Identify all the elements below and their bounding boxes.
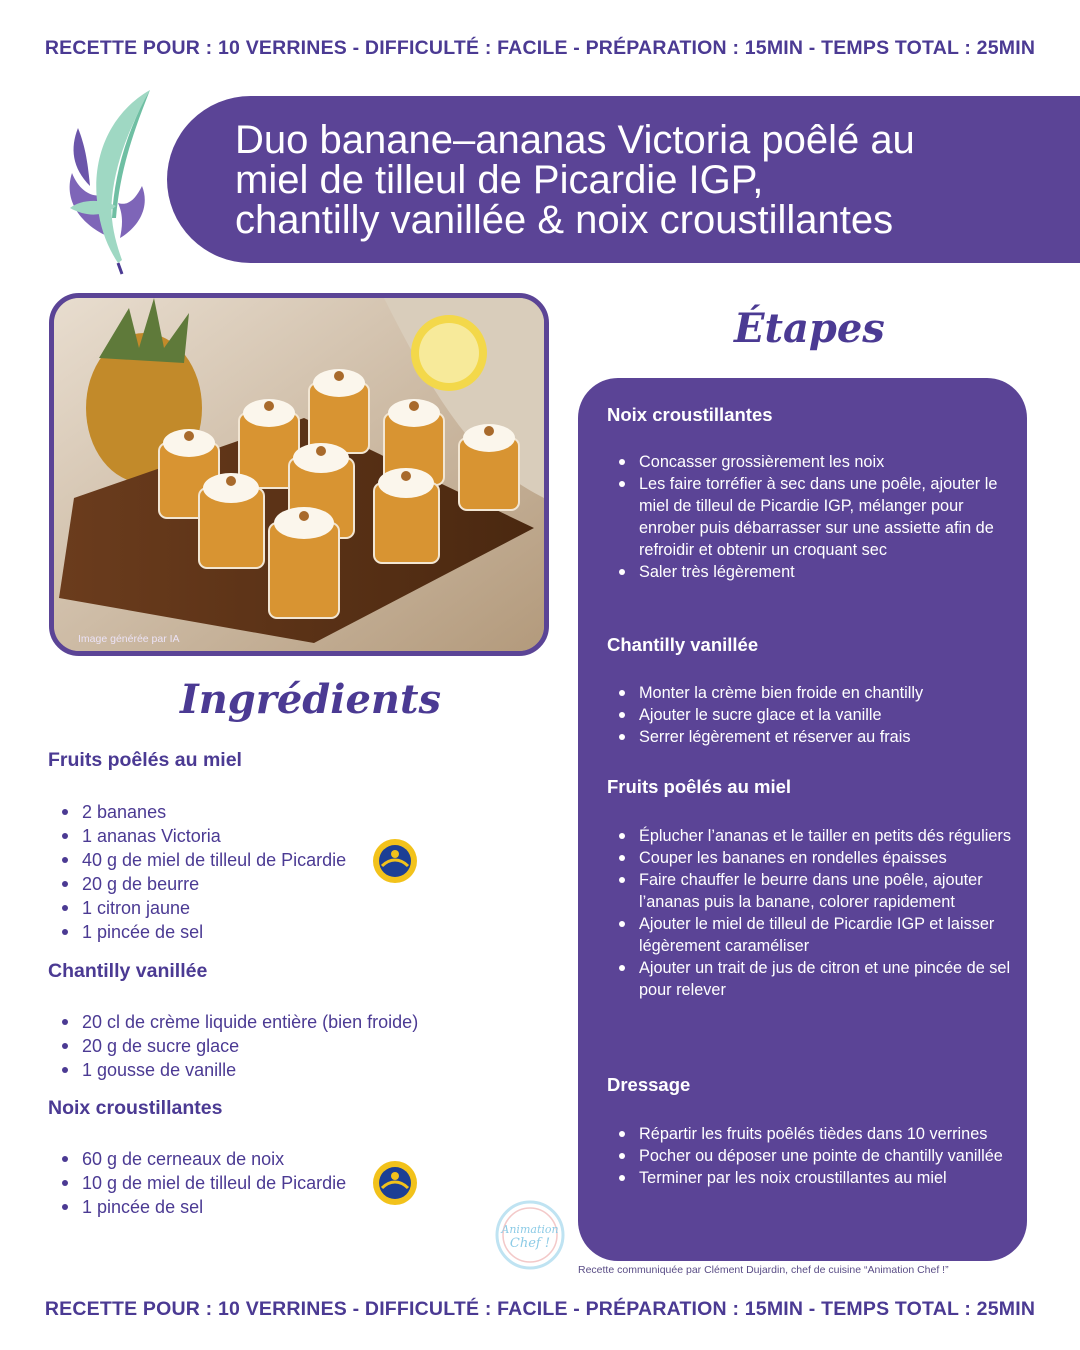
fleur-de-lis-quill-logo [50, 88, 160, 278]
step-item: Faire chauffer le beurre dans une poêle, ajouter l’ananas puis la banane, colorer rapidement [607, 869, 1017, 913]
steps-list [607, 682, 1017, 748]
recipe-photo [49, 293, 549, 656]
title-line: chantilly vanillée & noix croustillantes [235, 198, 894, 242]
ingredient-item: 20 g de sucre glace [48, 1034, 528, 1058]
ingredient-item: 1 gousse de vanille [48, 1058, 528, 1082]
step-item: Monter la crème bien froide en chantilly [607, 682, 1017, 704]
ingredients-section-title: Fruits poêlés au miel [48, 749, 242, 771]
steps-section-title: Noix croustillantes [607, 404, 773, 425]
step-item: Répartir les fruits poêlés tièdes dans 10 verrines [607, 1123, 1017, 1145]
steps-list [607, 1123, 1017, 1189]
badge-text-line: Animation [501, 1223, 559, 1236]
title-line: miel de tilleul de Picardie IGP, [235, 158, 764, 202]
steps-section-title: Fruits poêlés au miel [607, 776, 792, 797]
ingredient-item: 2 bananes [48, 800, 528, 824]
step-item: Ajouter un trait de jus de citron et une pincée de sel pour relever [607, 957, 1017, 1001]
igp-seal-icon [372, 1160, 418, 1206]
step-item: Les faire torréfier à sec dans une poêle, ajouter le miel de tilleul de Picardie IGP, mélanger pour enrober puis débarrasser sur une assiette afin de refroidir et obtenir un croquant sec [607, 473, 1017, 561]
ingredient-item: 10 g de miel de tilleul de Picardie [48, 1171, 528, 1195]
photo-caption: Image générée par IA [78, 633, 180, 645]
recipe-title [235, 120, 1055, 240]
step-item: Éplucher l’ananas et le tailler en petits dés réguliers [607, 825, 1017, 847]
animation-chef-badge [494, 1199, 566, 1271]
ingredients-list [48, 800, 528, 944]
badge-text-line: Chef ! [509, 1236, 551, 1251]
steps-section-fruits [607, 776, 1017, 1001]
step-item: Ajouter le sucre glace et la vanille [607, 704, 1017, 726]
steps-section-noix [607, 404, 1017, 583]
step-item: Saler très légèrement [607, 561, 1017, 583]
recipe-banner-bottom: RECETTE POUR : 10 VERRINES - DIFFICULTÉ : FACILE - PRÉPARATION : 15MIN - TEMPS TOTAL : 25MIN [44, 1298, 1036, 1320]
ingredient-item: 1 ananas Victoria [48, 824, 528, 848]
step-item: Serrer légèrement et réserver au frais [607, 726, 1017, 748]
step-item: Ajouter le miel de tilleul de Picardie IGP et laisser légèrement caraméliser [607, 913, 1017, 957]
ingredients-heading: Ingrédients [180, 676, 441, 723]
step-item: Terminer par les noix croustillantes au miel [607, 1167, 1017, 1189]
ingredients-section-title: Chantilly vanillée [48, 960, 208, 982]
ingredients-section-fruits [48, 749, 528, 944]
steps-list [607, 451, 1017, 583]
title-line: Duo banane–ananas Victoria poêlé au [235, 118, 915, 162]
verrines-photo-illustration [54, 298, 544, 651]
steps-section-title: Chantilly vanillée [607, 634, 759, 655]
steps-list [607, 825, 1017, 1001]
ingredients-list [48, 1010, 528, 1082]
recipe-banner-top: RECETTE POUR : 10 VERRINES - DIFFICULTÉ : FACILE - PRÉPARATION : 15MIN - TEMPS TOTAL : 25MIN [44, 37, 1036, 59]
igp-seal-icon [372, 838, 418, 884]
ingredient-item: 60 g de cerneaux de noix [48, 1147, 528, 1171]
ingredients-list [48, 1147, 528, 1219]
ingredient-item: 20 cl de crème liquide entière (bien froide) [48, 1010, 528, 1034]
ingredient-item: 20 g de beurre [48, 872, 528, 896]
step-item: Couper les bananes en rondelles épaisses [607, 847, 1017, 869]
ingredients-section-title: Noix croustillantes [48, 1097, 223, 1119]
steps-section-dressage [607, 1074, 1017, 1189]
step-item: Concasser grossièrement les noix [607, 451, 1017, 473]
ingredient-item: 1 pincée de sel [48, 920, 528, 944]
step-item: Pocher ou déposer une pointe de chantilly vanillée [607, 1145, 1017, 1167]
steps-section-title: Dressage [607, 1074, 691, 1095]
steps-section-chantilly [607, 634, 1017, 748]
recipe-credit: Recette communiquée par Clément Dujardin, chef de cuisine “Animation Chef !” [578, 1264, 949, 1276]
ingredient-item: 1 citron jaune [48, 896, 528, 920]
ingredient-item: 1 pincée de sel [48, 1195, 528, 1219]
etapes-heading: Étapes [734, 305, 885, 352]
ingredient-item: 40 g de miel de tilleul de Picardie [48, 848, 528, 872]
ingredients-section-chantilly [48, 960, 528, 1082]
ingredients-section-noix [48, 1097, 528, 1219]
